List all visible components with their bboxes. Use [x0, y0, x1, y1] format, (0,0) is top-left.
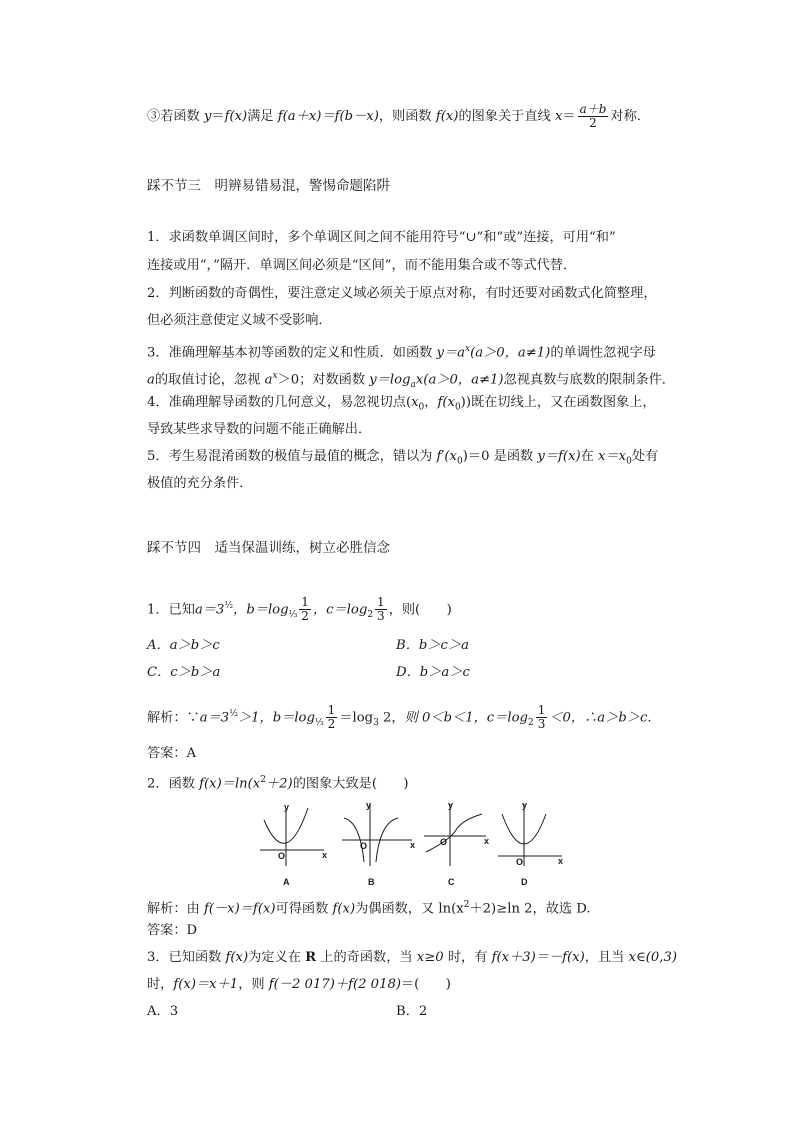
graph-d-x-label: x [558, 856, 563, 866]
superscript: 2 [260, 775, 266, 785]
math: a [147, 372, 155, 388]
q1-option-c[interactable]: C．c＞b＞a [147, 665, 221, 680]
text: ，且当 [584, 950, 629, 965]
math: y [203, 109, 212, 124]
text: 时，有 [443, 950, 492, 965]
text: 解析：由 [147, 901, 204, 917]
text: 为偶函数，又 ln(x [355, 901, 464, 917]
denominator: 2 [589, 116, 597, 130]
q1-option-d[interactable]: D．b＞a＞c [396, 665, 470, 680]
text: 满足 [247, 109, 278, 124]
text: ，则 [238, 977, 269, 992]
text: ＝( ) [401, 977, 451, 992]
math: 则 0＜b＜1，c＝log [404, 710, 528, 726]
q3-option-a[interactable]: A．3 [147, 1004, 179, 1019]
text: ))既在切线上，又在函数图象上， [460, 395, 656, 410]
subscript: ⅓ [314, 718, 324, 729]
subscript: 0 [454, 402, 461, 413]
text: 5．考生易混淆函数的极值与最值的概念，错以为 [147, 449, 437, 464]
text: 上的奇函数，当 [316, 950, 417, 965]
math: ＋2) [265, 776, 293, 792]
math: a [264, 372, 273, 388]
math: f(x [437, 395, 455, 410]
subscript: 0 [457, 456, 463, 467]
numerator: 1 [537, 703, 546, 718]
subscript: ⅓ [288, 610, 298, 621]
graph-d-label: D [521, 877, 528, 887]
subscript: 2 [367, 610, 374, 621]
text: ＋2)≥ln 2，故选 D. [469, 901, 591, 917]
math: x≥0 [416, 950, 444, 965]
subscript: 0 [626, 456, 632, 467]
q3-option-b[interactable]: B．2 [396, 1004, 428, 1019]
s3-item3-line2 [147, 366, 675, 395]
fraction [326, 704, 338, 731]
math: (a＞0，a≠1) [470, 345, 551, 361]
q1-answer: 答案：A [147, 746, 197, 761]
text: ，则( ) [388, 602, 452, 618]
text: 在 [580, 449, 599, 464]
fraction [578, 103, 609, 130]
section-4-heading: 踩不节四 适当保温训练，树立必胜信念 [147, 540, 390, 556]
math: f(－2 017)＋f(2 018) [268, 977, 401, 992]
numerator: 1 [377, 595, 385, 610]
text: 1．已知 [147, 602, 195, 618]
q1-option-a[interactable]: A．a＞b＞c [147, 638, 220, 653]
graph-b-x-label: x [410, 840, 416, 850]
math: y＝a [436, 345, 466, 361]
text: 2．函数 [147, 776, 200, 792]
circle-number: ③ [147, 109, 161, 124]
text: ＝log [339, 710, 374, 726]
q2-solution [147, 895, 591, 919]
s3-item3-line1 [147, 339, 656, 363]
fraction [299, 596, 311, 623]
s3-item2-line1: 2．判断函数的奇偶性，要注意定义域必须关于原点对称，有时还要对函数式化简整理， [147, 286, 657, 301]
math: y＝f(x) [537, 449, 581, 464]
q3-stem-line2 [147, 975, 451, 995]
s3-item5-line1 [147, 447, 658, 472]
q1-solution [147, 704, 652, 733]
graph-b-y-label: y [366, 800, 372, 810]
math: x＝x [598, 449, 627, 464]
math: ＞1，b＝log [237, 710, 315, 726]
math: f(x) [224, 109, 248, 124]
text: 时， [147, 977, 174, 992]
q2-answer: 答案：D [147, 923, 198, 938]
text: ， [424, 395, 438, 410]
graph-a-y-label: y [284, 802, 290, 812]
section-3-heading: 踩不节三 明辨易错易混，警惕命题陷阱 [147, 178, 390, 194]
graph-a-x-label: x [322, 850, 328, 860]
denominator: 2 [301, 609, 309, 624]
q2-stem [147, 770, 409, 794]
text: 3．准确理解基本初等函数的定义和性质．如函数 [147, 345, 437, 361]
math: f(a＋x)＝f(b－x) [277, 109, 379, 124]
graph-d-y-label: y [522, 800, 528, 810]
text: 对称． [610, 109, 650, 124]
s3-item2-line2: 但必须注意使定义域不受影响． [147, 313, 332, 328]
math: f′(x [436, 449, 457, 464]
s3-item1-line1: 1．求函数单调区间时，多个单调区间之间不能用符号“∪”和“或”连接，可用“和” [147, 230, 616, 245]
math: R [305, 950, 317, 965]
graph-c-label: C [448, 877, 455, 887]
subscript: 0 [418, 402, 425, 413]
subscript: 3 [373, 718, 379, 729]
text: ＝ [562, 109, 576, 124]
math: f(x)＝x＋1 [173, 977, 239, 992]
math: x [411, 395, 419, 410]
math: f(－x)＝f(x) [203, 901, 276, 917]
math: ，b＝log [233, 602, 289, 618]
text: ＞0；对数函数 [277, 372, 370, 388]
text: )＝0 是函数 [462, 449, 538, 464]
math: y＝log [369, 372, 411, 388]
denominator: 3 [537, 717, 546, 732]
text: 处有 [631, 449, 659, 464]
text: 若函数 [160, 109, 204, 124]
text: 的取值讨论，忽视 [154, 372, 265, 388]
math: a＝3 [194, 602, 225, 618]
graph-a[interactable] [260, 808, 324, 866]
q1-option-b[interactable]: B．b＞c＞a [396, 638, 469, 653]
graph-b[interactable] [342, 804, 412, 866]
s3-item5-line2: 极值的充分条件． [147, 476, 253, 491]
superscript: 2 [463, 900, 470, 910]
graph-a-origin: O [278, 851, 286, 861]
graph-d-origin: O [516, 857, 524, 867]
graph-c-origin: O [440, 837, 448, 847]
math: x [554, 109, 563, 124]
superscript: x [465, 344, 471, 354]
text: 忽视真数与底数的限制条件． [503, 372, 675, 388]
text: 2， [378, 710, 405, 726]
text: 的图象关于直线 [458, 109, 555, 124]
math: x(a＞0，a≠1) [415, 372, 504, 388]
graph-a-label: A [283, 877, 290, 887]
graph-b-origin: O [360, 841, 368, 851]
text: 为定义在 [248, 950, 306, 965]
math: f(x) [225, 950, 249, 965]
graph-c-y-label: y [448, 800, 454, 810]
text: 4．准确理解导函数的几何意义，易忽视切点( [147, 395, 412, 410]
superscript: ½ [229, 709, 238, 719]
fraction [536, 704, 548, 731]
denominator: 2 [327, 717, 336, 732]
numerator: 1 [327, 703, 336, 718]
s3-item4-line2: 导致某些求导数的问题不能正确解出． [147, 422, 372, 437]
s3-item4-line1 [147, 393, 656, 418]
math: ，c＝log [312, 602, 368, 618]
q3-stem-line1 [147, 948, 677, 968]
property-3 [147, 103, 650, 130]
denominator: 3 [377, 609, 385, 624]
text: ，则函数 [378, 109, 436, 124]
superscript: ½ [224, 601, 234, 611]
text: 解析：∵ [147, 710, 200, 726]
subscript: 2 [527, 718, 534, 729]
graph-c[interactable] [424, 804, 486, 866]
math: f(x)＝ln(x [199, 776, 261, 792]
subscript: a [410, 380, 416, 391]
numerator: 1 [301, 595, 309, 610]
text: 可得函数 [275, 901, 333, 917]
text: 3．已知函数 [147, 950, 226, 965]
math: ＜0，∴a＞b＞c. [549, 710, 652, 726]
text: ＝ [211, 109, 225, 124]
math: a＝3 [199, 710, 230, 726]
superscript: x [272, 371, 278, 381]
graph-d[interactable] [498, 804, 562, 866]
q2-graph-options [258, 800, 563, 890]
text: 的图象大致是( ) [292, 776, 409, 792]
math: f(x) [435, 109, 459, 124]
fraction [375, 596, 387, 623]
math: x∈(0,3) [628, 950, 678, 965]
math: f(x) [332, 901, 356, 917]
graph-c-x-label: x [484, 836, 490, 846]
math: f(x＋3)＝－f(x) [491, 950, 585, 965]
s3-item1-line2: 连接或用“，”隔开．单调区间必须是“区间”，而不能用集合或不等式代替． [147, 258, 577, 273]
numerator: a＋b [579, 102, 607, 116]
q1-stem [147, 596, 452, 625]
graph-b-label: B [368, 877, 375, 887]
text: 的单调性忽视字母 [550, 345, 656, 361]
